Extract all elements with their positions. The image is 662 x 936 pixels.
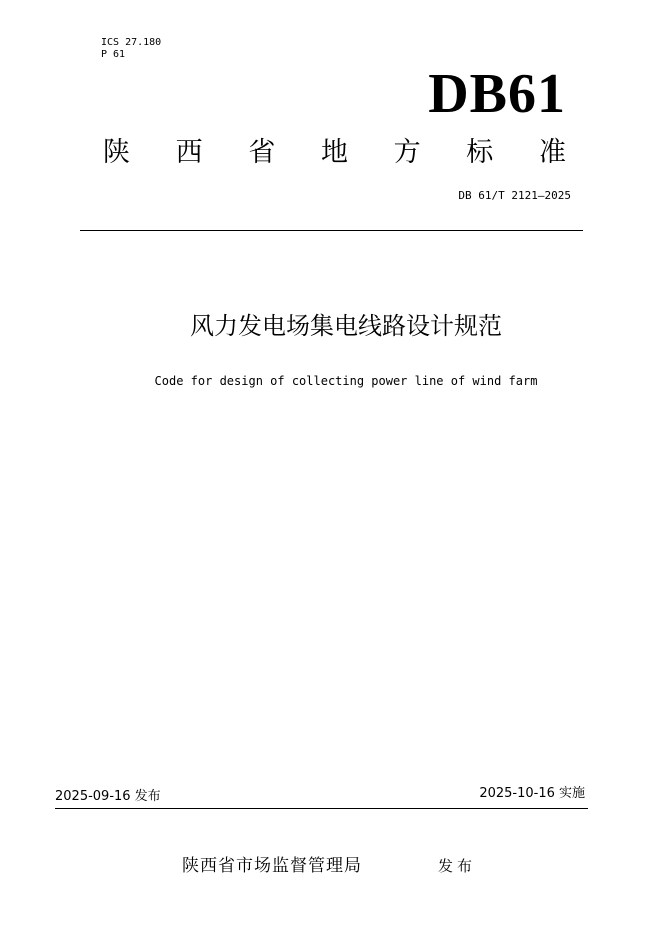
standard-type-char: 省 — [248, 137, 276, 168]
standard-logo: DB61 — [428, 63, 566, 125]
implement-date: 2025-10-16 实施 — [479, 786, 585, 801]
publish-date: 2025-09-16 发布 — [55, 789, 161, 804]
ics-code: ICS 27.180 — [101, 37, 162, 48]
standard-type-char: 陕 — [103, 137, 130, 168]
bottom-divider — [55, 808, 588, 809]
document-title-english: Code for design of collecting power line of wind farm — [154, 374, 538, 388]
standard-number: DB 61/T 2121—2025 — [458, 189, 571, 202]
standard-type-char: 准 — [538, 137, 566, 168]
standard-type-char: 西 — [175, 137, 203, 168]
issued-label: 发布 — [438, 857, 477, 875]
document-title-chinese: 风力发电场集电线路设计规范 — [190, 312, 502, 340]
standard-type-char: 地 — [320, 137, 348, 168]
top-divider — [80, 230, 583, 231]
ccs-code: P 61 — [101, 49, 126, 60]
standard-type-char: 方 — [393, 137, 421, 168]
standard-type-char: 标 — [466, 137, 494, 168]
issuing-authority: 陕西省市场监督管理局 — [182, 856, 362, 876]
standard-type-heading — [103, 133, 566, 173]
